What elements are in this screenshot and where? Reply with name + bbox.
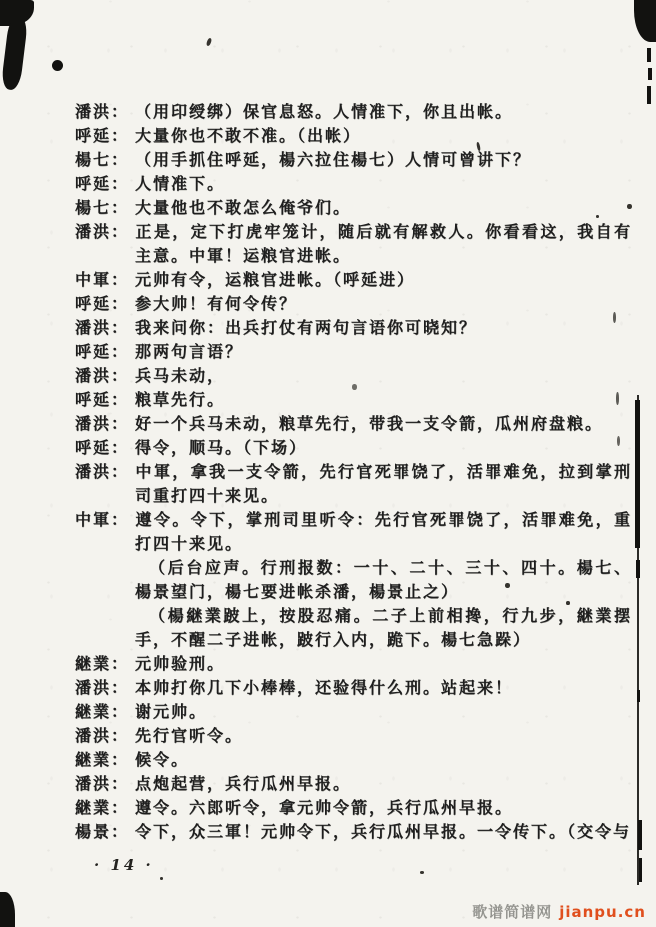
speaker-label: 潘洪： [75, 102, 130, 121]
speaker-label: 潘洪： [75, 318, 130, 337]
script-line [75, 748, 632, 772]
speaker-label: 楊七： [75, 150, 130, 169]
scan-edge-mark [639, 858, 642, 882]
scan-edge-mark [636, 560, 640, 578]
line-text: （楊継業跛上，按股忍痛。二子上前相搀，行九步，継業摆手，不醒二子进帐，跛行入内，跪下。楊七急跺） [135, 606, 632, 649]
script-line [75, 508, 632, 556]
speaker-label: 継業： [75, 702, 130, 721]
script-line [75, 820, 632, 844]
script-line [75, 340, 632, 364]
speaker-label: 中軍： [75, 270, 130, 289]
script-line [75, 196, 632, 220]
speaker-label: 中軍： [75, 510, 130, 529]
script-line [75, 652, 632, 676]
line-text: 令下，众三軍！元帅令下，兵行瓜州早报。一令传下。（交令与 [135, 822, 632, 841]
scan-blob-top-left [1, 15, 29, 91]
speaker-label: 潘洪： [75, 366, 130, 385]
speaker-label: 楊七： [75, 198, 130, 217]
scan-edge-line [635, 400, 640, 548]
line-text: 中軍，拿我一支令箭，先行官死罪饶了，活罪难免，拉到掌刑司重打四十来见。 [135, 462, 632, 505]
scan-dot [52, 60, 63, 71]
script-line [75, 388, 632, 412]
script-line [75, 460, 632, 508]
line-text: （后台应声。行刑报数：一十、二十、三十、四十。楊七、楊景望门，楊七要进帐杀潘，楊景止之） [135, 558, 632, 601]
script-line [75, 124, 632, 148]
line-text: 好一个兵马未动，粮草先行，带我一支令箭，瓜州府盘粮。 [135, 414, 604, 433]
line-text: 本帅打你几下小棒棒，还验得什么刑。站起来！ [135, 678, 514, 697]
line-text: 我来问你：出兵打仗有两句言语你可晓知？ [135, 318, 478, 337]
script-line [75, 676, 632, 700]
line-text: 人情准下。 [135, 174, 226, 193]
line-text: 粮草先行。 [135, 390, 226, 409]
watermark-site-name: 歌谱简谱网 [472, 903, 553, 921]
scan-dash [648, 68, 652, 80]
stage-direction [75, 556, 632, 604]
stage-direction [75, 604, 632, 652]
line-text: （用印绶绑）保官息怒。人情准下，你且出帐。 [135, 102, 514, 121]
script-text-block [75, 100, 632, 844]
line-text: 遵令。令下，掌刑司里听令：先行官死罪饶了，活罪难免，重打四十来见。 [135, 510, 632, 553]
line-text: 谢元帅。 [135, 702, 208, 721]
speaker-label: 潘洪： [75, 726, 130, 745]
line-text: 遵令。六郎听令，拿元帅令箭，兵行瓜州早报。 [135, 798, 514, 817]
speaker-label: 継業： [75, 654, 130, 673]
scan-speck [206, 38, 212, 47]
speaker-label: 潘洪： [75, 414, 130, 433]
line-text: 得令，顺马。（下场） [135, 438, 308, 457]
speaker-label: 呼延： [75, 294, 130, 313]
script-line [75, 700, 632, 724]
scan-edge-mark [637, 690, 640, 702]
script-line [75, 796, 632, 820]
speaker-label: 継業： [75, 750, 130, 769]
speaker-label: 継業： [75, 798, 130, 817]
script-line [75, 772, 632, 796]
line-text: 兵马未动， [135, 366, 226, 385]
script-line [75, 220, 632, 268]
page-number: · 14 · [94, 856, 154, 874]
line-text: 参大帅！有何令传？ [135, 294, 298, 313]
line-text: 点炮起营，兵行瓜州早报。 [135, 774, 352, 793]
watermark-site-url: jianpu.cn [559, 903, 646, 921]
line-text: 正是，定下打虎牢笼计，随后就有解救人。你看看这，我自有主意。中軍！运粮官进帐。 [135, 222, 632, 265]
speaker-label: 潘洪： [75, 462, 130, 481]
line-text: 元帅有令，运粮官进帐。（呼延进） [135, 270, 416, 289]
speaker-label: 潘洪： [75, 678, 130, 697]
script-line [75, 268, 632, 292]
script-line [75, 412, 632, 436]
speaker-label: 楊景： [75, 822, 130, 841]
speaker-label: 呼延： [75, 126, 130, 145]
speaker-label: 呼延： [75, 390, 130, 409]
scan-blob-bottom-left [0, 892, 15, 927]
line-text: （用手抓住呼延，楊六拉住楊七）人情可曾讲下？ [135, 150, 532, 169]
speaker-label: 潘洪： [75, 774, 130, 793]
scan-speck [420, 871, 424, 874]
scan-edge-mark [638, 820, 642, 850]
script-line [75, 436, 632, 460]
script-line [75, 172, 632, 196]
script-line [75, 100, 632, 124]
line-text: 大量你也不敢不准。（出帐） [135, 126, 362, 145]
line-text: 大量他也不敢怎么俺爷们。 [135, 198, 352, 217]
script-line [75, 292, 632, 316]
script-line [75, 148, 632, 172]
line-text: 那两句言语？ [135, 342, 244, 361]
speaker-label: 呼延： [75, 174, 130, 193]
line-text: 先行官听令。 [135, 726, 244, 745]
line-text: 候令。 [135, 750, 190, 769]
script-line [75, 364, 632, 388]
script-line [75, 724, 632, 748]
line-text: 元帅验刑。 [135, 654, 226, 673]
speaker-label: 呼延： [75, 342, 130, 361]
scan-dash [647, 48, 651, 62]
speaker-label: 潘洪： [75, 222, 130, 241]
scan-speck [160, 877, 163, 880]
watermark [472, 901, 646, 922]
scan-blob-top-right [634, 0, 656, 42]
speaker-label: 呼延： [75, 438, 130, 457]
scan-dash [647, 86, 651, 104]
script-line [75, 316, 632, 340]
